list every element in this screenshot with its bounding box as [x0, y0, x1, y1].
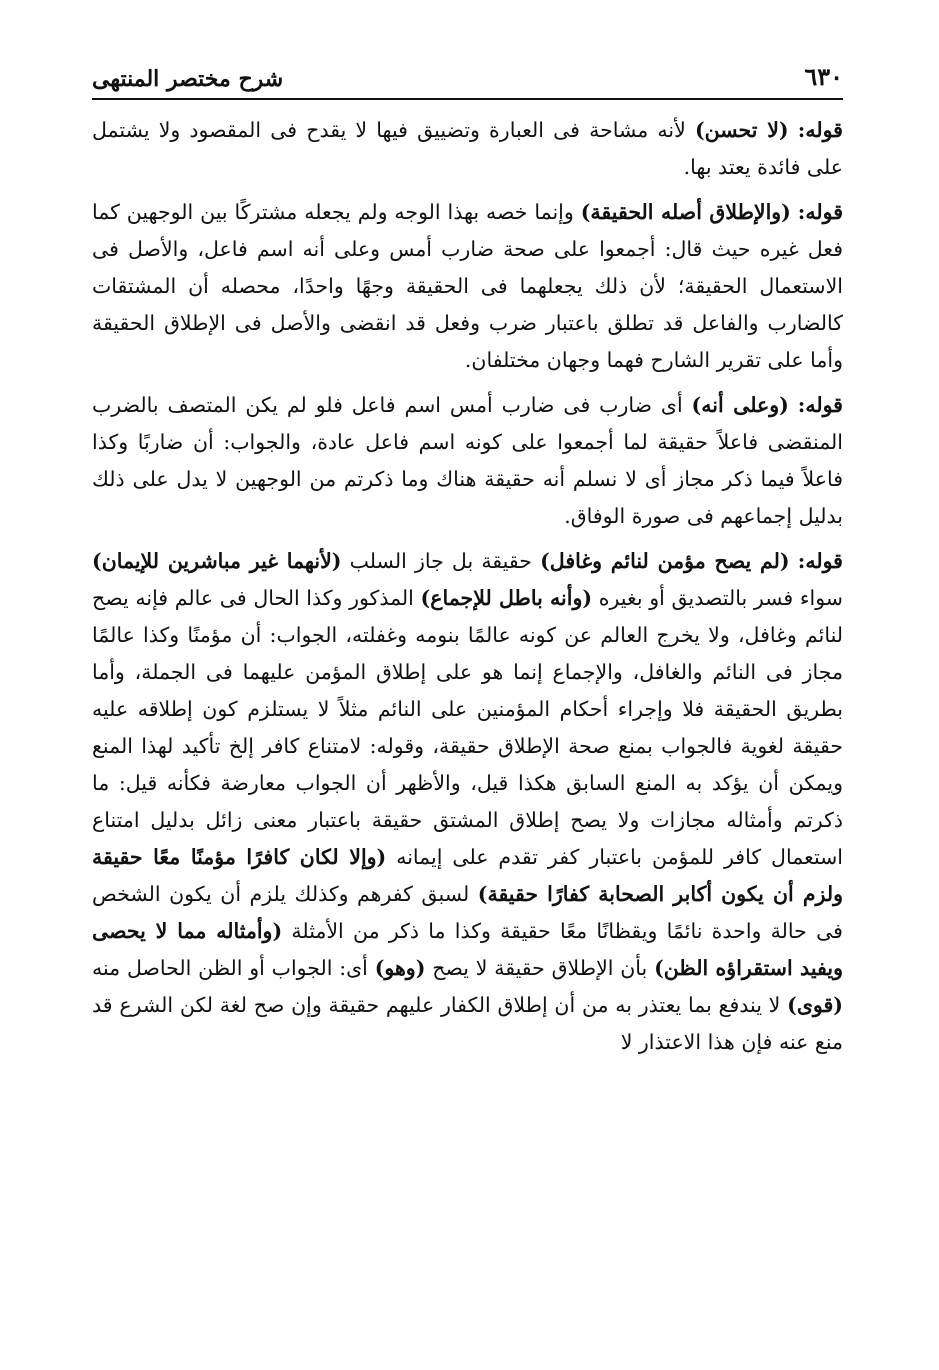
- paragraph-2: [92, 194, 843, 379]
- page-header: [92, 52, 843, 100]
- quoted-phrase: (قوى): [787, 993, 843, 1017]
- paragraph-label: قوله:: [797, 118, 843, 142]
- paragraph-label: قوله:: [797, 200, 843, 224]
- page-body: [92, 112, 843, 1069]
- quoted-phrase: (وأنه باطل للإجماع): [420, 586, 593, 610]
- book-title: شرح مختصر المنتهى: [92, 66, 284, 92]
- paragraph-label: قوله:: [797, 393, 843, 417]
- quoted-phrase: (والإطلاق أصله الحقيقة): [580, 200, 791, 224]
- paragraph-4: [92, 543, 843, 1061]
- commentary-text: وإنما خصه بهذا الوجه ولم يجعله مشتركًا بين الوجهين كما فعل غيره حيث قال: أجمعوا على صحة ضارب أمس وعلى أنه اسم فاعل، والأصل فى الاستعمال الحقيقة؛ لأن ذلك يجعلهما فى الحقيقة وجهًا واحدًا، محصله أن المشتقات كالضارب والفاعل قد تطلق باعتبار ضرب وفعل قد انقضى والأصل فى الإطلاق الحقيقة وأما على تقرير الشارح فهما وجهان مختلفان.: [92, 200, 843, 372]
- quoted-phrase: (وعلى أنه): [691, 393, 789, 417]
- paragraph-label: قوله:: [797, 549, 843, 573]
- commentary-text: بأن الإطلاق حقيقة لا يصح: [432, 956, 648, 980]
- commentary-text: أى: الجواب أو الظن الحاصل منه: [92, 956, 368, 980]
- paragraph-3: [92, 387, 843, 535]
- quoted-phrase: (وأمثاله مما لا يحصى ويفيد استقراؤه الظن): [92, 919, 843, 980]
- commentary-text: حقيقة بل جاز السلب: [349, 549, 532, 573]
- quoted-phrase: (لم يصح مؤمن لنائم وغافل): [540, 549, 790, 573]
- commentary-text: المذكور وكذا الحال فى عالم فإنه يصح لنائم وغافل، ولا يخرج العالم عن كونه عالمًا بنومه وغفلته، الجواب: أن مؤمنًا وكذا عالمًا مجاز فى النائم والغافل، والإجماع إنما هو على إطلاق المؤمن عليهما فى الجملة، وأما بطريق الحقيقة فلا وإجراء أحكام المؤمنين على النائم مثلاً لا يستلزم كون إطلاقه عليه حقيقة لغوية فالجواب بمنع صحة الإطلاق حقيقة، وقوله: لامتناع كافر إلخ تأكيد لهذا المنع ويمكن أن يؤكد به المنع السابق هكذا قيل، والأظهر أن الجواب معارضة فكأنه قيل: ما ذكرتم وأمثاله مجازات ولا يصح إطلاق المشتق حقيقة باعتبار معنى زائل بدليل امتناع استعمال كافر للمؤمن باعتبار كفر تقدم على إيمانه: [92, 586, 844, 869]
- quoted-phrase: (لا تحسن): [694, 118, 789, 142]
- commentary-text: لا يندفع بما يعتذر به من أن إطلاق الكفار عليهم حقيقة وإن صح لغة لكن الشرع قد منع عنه فإن هذا الاعتذار لا: [92, 993, 843, 1054]
- commentary-text: لأنه مشاحة فى العبارة وتضييق فيها لا يقدح فى المقصود ولا يشتمل على فائدة يعتد بها.: [92, 118, 843, 179]
- quoted-phrase: (وإلا لكان كافرًا مؤمنًا معًا حقيقة ولزم أن يكون أكابر الصحابة كفارًا حقيقة): [92, 845, 843, 906]
- commentary-text: أى ضارب فى ضارب أمس اسم فاعل فلو لم يكن المتصف بالضرب المنقضى فاعلاً حقيقة لما أجمعوا على كونه اسم فاعل عادة، والجواب: أن ضاربًا وكذا فاعلاً فيما ذكر مجاز أى لا نسلم أنه حقيقة هناك وما ذكرتم من الوجهين لا يدل على ذلك بدليل إجماعهم فى صورة الوفاق.: [92, 393, 843, 528]
- paragraph-1: [92, 112, 843, 186]
- page-number: ٦٣٠: [804, 62, 843, 91]
- commentary-text: لسبق كفرهم وكذلك يلزم أن يكون الشخص فى حالة واحدة نائمًا ويقظانًا معًا حقيقة وكذا ما ذكر من الأمثلة: [92, 882, 843, 943]
- quoted-phrase: (لأنهما غير مباشرين للإيمان): [92, 549, 342, 573]
- quoted-phrase: (وهو): [374, 956, 426, 980]
- commentary-text: سواء فسر بالتصديق أو بغيره: [598, 586, 843, 610]
